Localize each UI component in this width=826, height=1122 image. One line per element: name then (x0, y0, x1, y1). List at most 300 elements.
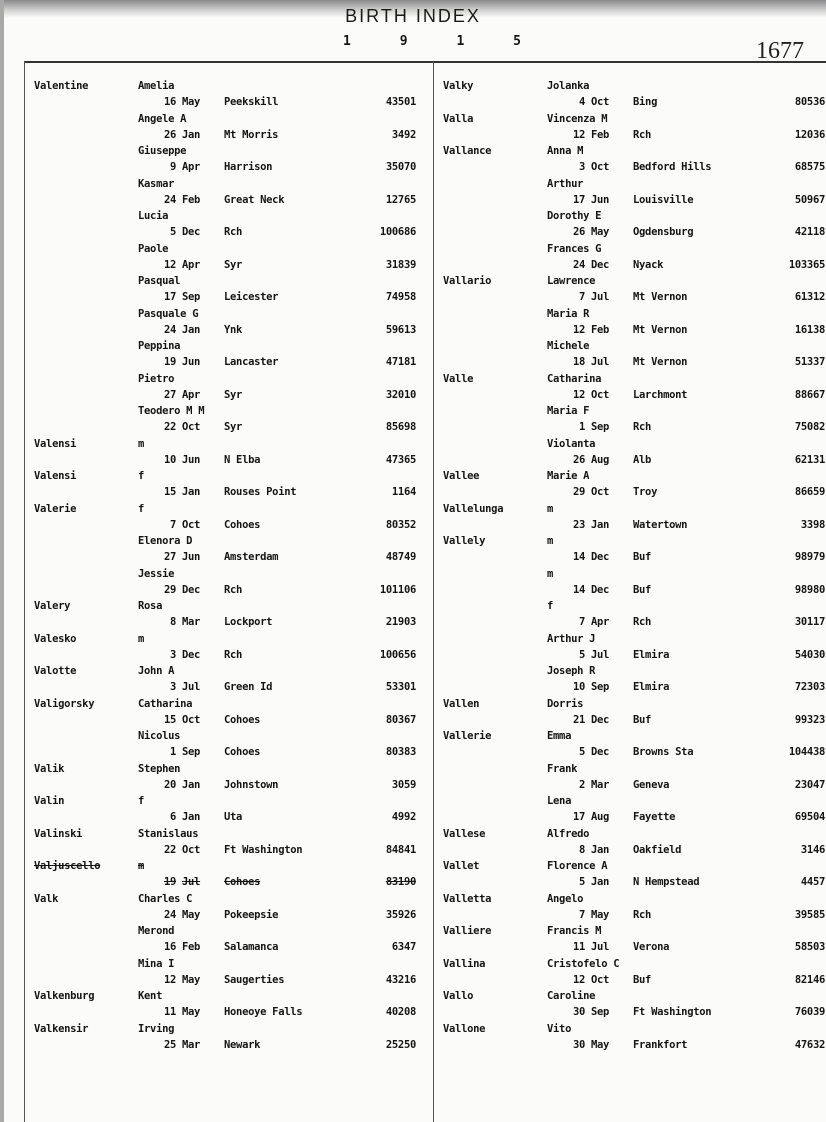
birth-day: 2 (578, 778, 585, 791)
birth-month: Dec (591, 551, 610, 564)
birth-day: 24 (163, 323, 176, 336)
birth-place: Nyack (633, 258, 664, 271)
name-row (443, 665, 826, 681)
certificate-number: 50967 (794, 193, 825, 206)
birth-record-row (443, 194, 826, 210)
certificate-number: 3398 (800, 518, 825, 531)
name-row (34, 925, 434, 941)
birth-day: 24 (163, 908, 176, 921)
birth-place: Cohoes (224, 876, 261, 889)
birth-place: Peekskill (224, 96, 279, 109)
birth-day: 30 (572, 1006, 585, 1019)
birth-place: Rch (224, 226, 243, 239)
birth-month: May (591, 226, 610, 239)
surname: Vallelunga (443, 502, 504, 515)
given-name: Angelo (547, 892, 584, 905)
birth-month: Jun (591, 193, 610, 206)
birth-month: Dec (591, 713, 610, 726)
birth-month: Jul (591, 356, 610, 369)
birth-month: Apr (182, 388, 201, 401)
certificate-number: 35070 (385, 161, 416, 174)
birth-month: Aug (591, 811, 610, 824)
certificate-number: 12765 (385, 193, 416, 206)
birth-place: Bing (633, 96, 658, 109)
certificate-number: 47181 (385, 356, 416, 369)
birth-record-row (443, 226, 826, 242)
birth-day: 26 (163, 128, 176, 141)
birth-month: Jun (182, 356, 201, 369)
birth-month: Jan (591, 518, 610, 531)
birth-place: Cohoes (224, 746, 261, 759)
name-row (34, 373, 434, 389)
birth-record-row (34, 584, 434, 600)
certificate-number: 43216 (385, 973, 416, 986)
birth-month: Apr (182, 258, 201, 271)
name-row (34, 308, 434, 324)
given-name: Irving (138, 1022, 175, 1035)
certificate-number: 69504 (794, 811, 825, 824)
name-row (443, 503, 826, 519)
birth-record-row (443, 616, 826, 632)
birth-day: 15 (163, 486, 176, 499)
given-name: m (547, 502, 554, 515)
birth-record-row (443, 909, 826, 925)
birth-record-row (34, 486, 434, 502)
birth-month: Oct (182, 421, 201, 434)
certificate-number: 1164 (391, 486, 416, 499)
birth-month: Sep (591, 681, 610, 694)
surname: Valletta (443, 892, 492, 905)
birth-month: Feb (591, 323, 610, 336)
certificate-number: 58503 (794, 941, 825, 954)
given-name: m (547, 535, 554, 547)
birth-month: Oct (591, 96, 610, 109)
birth-month: Jan (182, 486, 201, 499)
name-row (443, 828, 826, 844)
birth-day: 8 (169, 616, 176, 629)
birth-record-row (443, 876, 826, 892)
birth-month: Jan (182, 128, 201, 141)
birth-day: 29 (163, 583, 176, 596)
name-row (443, 925, 826, 941)
birth-month: Oct (182, 843, 201, 856)
name-row (34, 600, 434, 616)
given-name: Mina I (138, 957, 175, 970)
given-name: Jessie (138, 567, 175, 580)
given-name: Giuseppe (138, 145, 187, 157)
birth-month: Oct (591, 486, 610, 499)
birth-record-row (34, 291, 434, 307)
birth-place: Louisville (633, 193, 694, 206)
birth-day: 3 (578, 161, 585, 174)
given-name: m (547, 567, 554, 580)
name-row (443, 535, 826, 551)
year-digit: 1 (456, 34, 465, 49)
given-name: Stanislaus (138, 827, 199, 840)
birth-record-row (34, 129, 434, 145)
birth-place: Uta (224, 811, 243, 824)
given-name: Michele (547, 340, 590, 352)
certificate-number: 82146 (794, 973, 825, 986)
certificate-number: 85698 (385, 421, 416, 434)
given-name: f (138, 795, 145, 807)
name-row (443, 275, 826, 291)
birth-month: Jul (591, 291, 610, 304)
given-name: Arthur (547, 177, 584, 190)
birth-record-row (34, 324, 434, 340)
given-name: Lena (547, 795, 572, 807)
birth-place: Syr (224, 421, 243, 434)
birth-month: Dec (591, 746, 610, 759)
birth-day: 7 (578, 616, 585, 629)
name-row (34, 665, 434, 681)
birth-day: 27 (163, 551, 176, 564)
birth-month: May (182, 908, 201, 921)
birth-place: Mt Vernon (633, 356, 688, 369)
birth-record-row (34, 1039, 434, 1055)
given-name: Pietro (138, 372, 175, 385)
birth-record-row (34, 909, 434, 925)
birth-place: Lancaster (224, 356, 279, 369)
certificate-number: 21903 (385, 616, 416, 629)
birth-month: Apr (591, 616, 610, 629)
birth-record-row (443, 779, 826, 795)
given-name: Alfredo (547, 827, 590, 840)
birth-record-row (443, 161, 826, 177)
birth-day: 26 (572, 453, 585, 466)
name-row (34, 698, 434, 714)
birth-record-row (34, 161, 434, 177)
birth-day: 16 (163, 941, 176, 954)
birth-record-row (443, 324, 826, 340)
certificate-number: 12036 (794, 128, 825, 141)
birth-month: Oct (591, 973, 610, 986)
birth-month: Sep (591, 421, 610, 434)
birth-month: Feb (591, 128, 610, 141)
certificate-number: 99323 (794, 713, 825, 726)
page-title: BIRTH INDEX (345, 6, 481, 26)
birth-day: 24 (163, 193, 176, 206)
name-row (34, 860, 434, 876)
surname: Valliere (443, 925, 492, 937)
given-name: Amelia (138, 80, 175, 92)
birth-place: Salamanca (224, 941, 279, 954)
page-number: 1677 (756, 38, 804, 64)
birth-day: 12 (163, 973, 176, 986)
birth-place: Green Id (224, 681, 273, 694)
given-name: Caroline (547, 990, 596, 1002)
surname: Valk (34, 892, 59, 905)
birth-record-row (34, 519, 434, 535)
certificate-number: 6347 (391, 941, 416, 954)
birth-month: Mar (182, 616, 201, 629)
birth-record-row (443, 421, 826, 437)
name-row (443, 730, 826, 746)
surname: Valin (34, 795, 65, 807)
certificate-number: 4992 (391, 811, 416, 824)
name-row (34, 145, 434, 161)
name-row (443, 145, 826, 161)
birth-day: 20 (163, 778, 176, 791)
surname: Valerie (34, 502, 77, 515)
surname: Valky (443, 80, 474, 92)
certificate-number: 51337 (794, 356, 825, 369)
birth-place: Syr (224, 388, 243, 401)
birth-day: 30 (572, 1038, 585, 1051)
birth-record-row (34, 681, 434, 697)
given-name: f (138, 470, 145, 482)
certificate-number: 62131 (794, 453, 825, 466)
birth-place: Buf (633, 973, 652, 986)
given-name: Anna M (547, 145, 584, 157)
birth-place: Ft Washington (224, 843, 303, 856)
header-rule (24, 61, 826, 63)
year-digit: 9 (399, 34, 408, 49)
birth-place: Buf (633, 583, 652, 596)
certificate-number: 32010 (385, 388, 416, 401)
given-name: Lawrence (547, 275, 596, 287)
birth-record-row (34, 649, 434, 665)
certificate-number: 3059 (391, 778, 416, 791)
birth-month: Jan (591, 843, 610, 856)
certificate-number: 76039 (794, 1006, 825, 1019)
birth-month: Jul (182, 876, 201, 889)
given-name: Nicolus (138, 730, 181, 742)
birth-month: Sep (591, 1006, 610, 1019)
birth-record-row (443, 454, 826, 470)
name-row (443, 958, 826, 974)
surname: Valotte (34, 665, 77, 677)
birth-place: Rch (633, 128, 652, 141)
birth-record-row (443, 551, 826, 567)
birth-record-row (443, 96, 826, 112)
certificate-number: 47632 (794, 1038, 825, 1051)
birth-place: Ogdensburg (633, 226, 694, 239)
birth-day: 19 (163, 876, 176, 889)
birth-record-row (443, 259, 826, 275)
name-row (34, 438, 434, 454)
birth-place: Lockport (224, 616, 273, 629)
birth-place: Troy (633, 486, 658, 499)
birth-record-row (34, 714, 434, 730)
certificate-number: 98979 (794, 551, 825, 564)
given-name: f (547, 600, 554, 612)
birth-place: Verona (633, 941, 670, 954)
certificate-number: 39585 (794, 908, 825, 921)
given-name: Pasqual (138, 275, 181, 287)
birth-place: Fayette (633, 811, 676, 824)
birth-day: 4 (578, 96, 585, 109)
surname: Valentine (34, 80, 89, 92)
certificate-number: 3492 (391, 128, 416, 141)
given-name: Florence A (547, 860, 608, 872)
birth-place: Great Neck (224, 193, 285, 206)
certificate-number: 23047 (794, 778, 825, 791)
birth-place: Ft Washington (633, 1006, 712, 1019)
certificate-number: 43501 (385, 96, 416, 109)
given-name: f (138, 502, 145, 515)
birth-record-row (34, 746, 434, 762)
name-row (443, 990, 826, 1006)
birth-record-row (443, 681, 826, 697)
birth-place: Pokeepsie (224, 908, 279, 921)
birth-month: Aug (591, 453, 610, 466)
birth-place: Cohoes (224, 713, 261, 726)
name-row (34, 633, 434, 649)
birth-record-row (443, 291, 826, 307)
birth-month: May (591, 908, 610, 921)
surname: Vallerie (443, 730, 492, 742)
given-name: Catharina (138, 697, 193, 710)
birth-day: 12 (572, 973, 585, 986)
given-name: Francis M (547, 925, 602, 937)
birth-record-row (34, 1006, 434, 1022)
name-row (34, 730, 434, 746)
name-row (34, 763, 434, 779)
certificate-number: 80367 (385, 713, 416, 726)
birth-month: Jul (591, 941, 610, 954)
given-name: Jolanka (547, 80, 590, 92)
given-name: Merond (138, 925, 175, 937)
name-row (34, 795, 434, 811)
name-row (34, 828, 434, 844)
certificate-number: 84841 (385, 843, 416, 856)
birth-day: 23 (572, 518, 585, 531)
surname: Valinski (34, 827, 83, 840)
birth-place: Oakfield (633, 843, 682, 856)
birth-record-row (34, 421, 434, 437)
birth-record-row (34, 226, 434, 242)
surname: Valle (443, 372, 474, 385)
birth-day: 19 (163, 356, 176, 369)
birth-month: Jun (182, 453, 201, 466)
birth-month: Feb (182, 193, 201, 206)
birth-record-row (34, 551, 434, 567)
birth-day: 10 (163, 453, 176, 466)
given-name: Kasmar (138, 177, 175, 190)
birth-place: Larchmont (633, 388, 688, 401)
birth-day: 12 (572, 388, 585, 401)
birth-record-row (34, 389, 434, 405)
name-row (34, 535, 434, 551)
surname: Vallely (443, 535, 486, 547)
birth-day: 22 (163, 421, 176, 434)
birth-place: Geneva (633, 778, 670, 791)
birth-record-row (34, 811, 434, 827)
surname: Vallee (443, 470, 480, 482)
birth-month: Dec (182, 648, 201, 661)
name-row (34, 178, 434, 194)
birth-month: Oct (182, 518, 201, 531)
birth-record-row (34, 844, 434, 860)
birth-record-row (34, 454, 434, 470)
certificate-number: 75082 (794, 421, 825, 434)
birth-record-row (34, 974, 434, 990)
birth-day: 11 (163, 1006, 176, 1019)
surname: Valensi (34, 470, 77, 482)
given-name: Maria R (547, 307, 590, 320)
birth-month: May (591, 1038, 610, 1051)
birth-record-row (443, 1039, 826, 1055)
given-name: Marie A (547, 470, 590, 482)
certificate-number: 16138 (794, 323, 825, 336)
certificate-number: 68575 (794, 161, 825, 174)
birth-place: Rch (224, 583, 243, 596)
certificate-number: 25250 (385, 1038, 416, 1051)
birth-day: 15 (163, 713, 176, 726)
name-row (34, 340, 434, 356)
birth-place: Johnstown (224, 778, 279, 791)
certificate-number: 103365 (788, 258, 825, 271)
birth-place: Bedford Hills (633, 161, 712, 174)
name-row (443, 373, 826, 389)
birth-day: 7 (578, 908, 585, 921)
birth-place: Rch (633, 908, 652, 921)
birth-month: May (182, 973, 201, 986)
birth-day: 16 (163, 96, 176, 109)
certificate-number: 35926 (385, 908, 416, 921)
certificate-number: 86659 (794, 486, 825, 499)
birth-place: Amsterdam (224, 551, 279, 564)
birth-day: 17 (572, 811, 585, 824)
birth-month: Dec (591, 583, 610, 596)
birth-month: Jan (182, 811, 201, 824)
birth-record-row (34, 259, 434, 275)
surname: Valigorsky (34, 697, 95, 710)
given-name: Vincenza M (547, 112, 608, 125)
birth-place: Harrison (224, 161, 273, 174)
birth-day: 1 (169, 746, 176, 759)
surname: Vallance (443, 145, 492, 157)
name-row (443, 1023, 826, 1039)
surname: Vallone (443, 1022, 486, 1035)
right-column (443, 80, 826, 1055)
certificate-number: 100686 (379, 226, 416, 239)
birth-place: N Hempstead (633, 876, 700, 889)
birth-month: Jan (591, 876, 610, 889)
name-row (443, 795, 826, 811)
birth-day: 25 (163, 1038, 176, 1051)
birth-month: Oct (591, 161, 610, 174)
given-name: Violanta (547, 437, 596, 450)
birth-day: 1 (578, 421, 585, 434)
certificate-number: 40208 (385, 1006, 416, 1019)
name-row (34, 80, 434, 96)
surname: Vallario (443, 275, 492, 287)
birth-place: Frankfort (633, 1038, 688, 1051)
certificate-number: 30117 (794, 616, 825, 629)
birth-day: 26 (572, 226, 585, 239)
birth-day: 11 (572, 941, 585, 954)
birth-day: 5 (578, 648, 585, 661)
certificate-number: 72303 (794, 681, 825, 694)
birth-record-row (34, 194, 434, 210)
surname: Vallet (443, 860, 480, 872)
name-row (443, 405, 826, 421)
birth-month: May (182, 96, 201, 109)
certificate-number: 98980 (794, 583, 825, 596)
given-name: Lucia (138, 210, 169, 222)
birth-record-row (443, 649, 826, 665)
name-row (443, 210, 826, 226)
certificate-number: 100656 (379, 648, 416, 661)
left-margin-rule (24, 61, 25, 1122)
birth-day: 14 (572, 551, 585, 564)
birth-month: Mar (182, 1038, 201, 1051)
birth-place: Rch (633, 616, 652, 629)
birth-record-row (34, 876, 434, 892)
birth-day: 10 (572, 681, 585, 694)
